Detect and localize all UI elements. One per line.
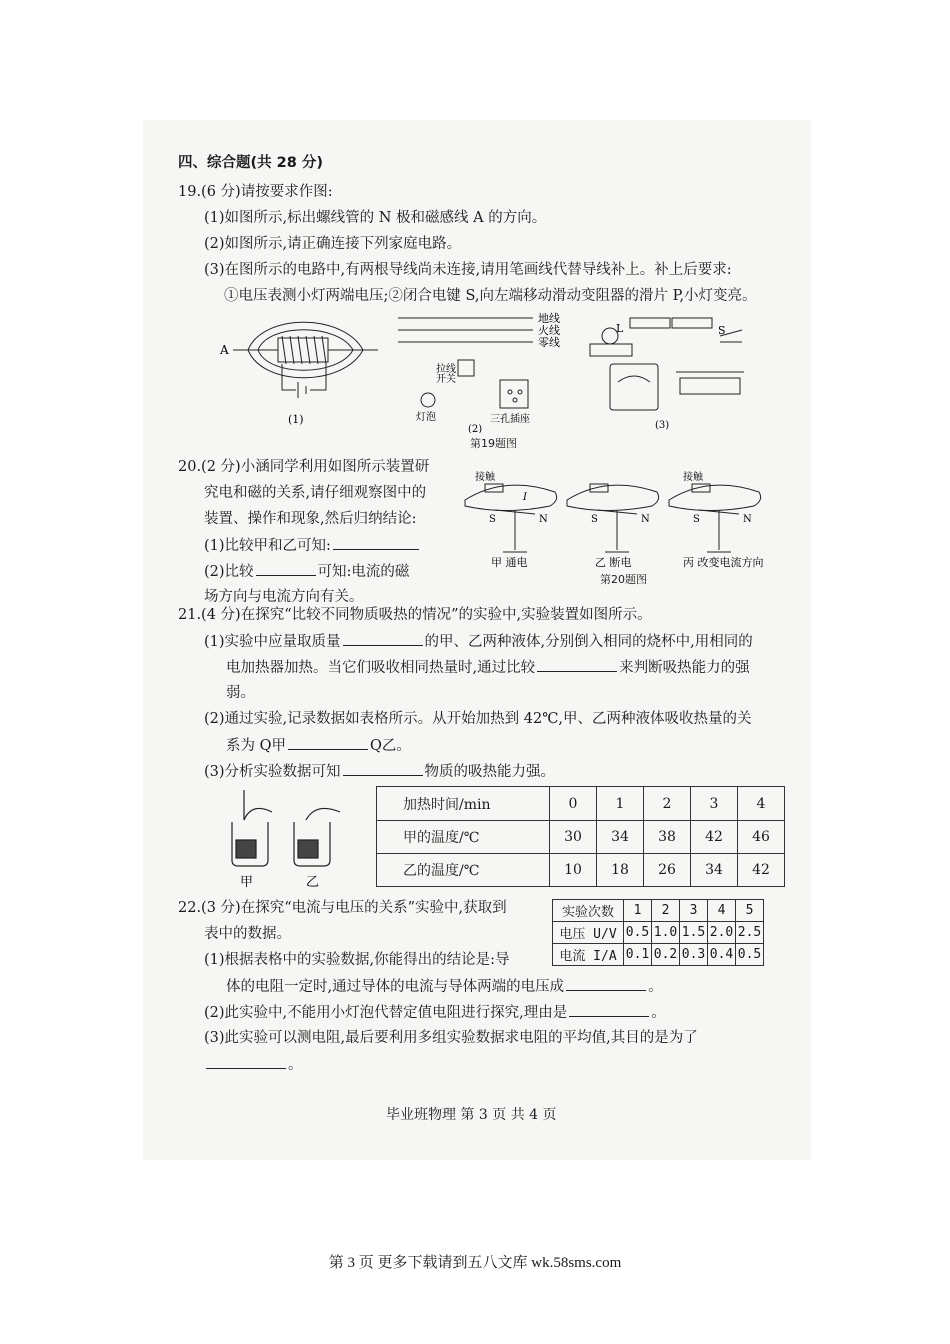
q21-blank4[interactable] xyxy=(343,761,423,776)
table-cell: 1.0 xyxy=(652,922,680,944)
south-label-1: S xyxy=(489,514,496,525)
q21-line6: 系为 Q甲 Q乙。 xyxy=(226,735,411,756)
caption-bing: 丙 改变电流方向 xyxy=(683,556,764,569)
current-label: I xyxy=(523,492,527,503)
section-header: 四、综合题(共 28 分) xyxy=(178,155,324,171)
table-cell: 26 xyxy=(644,854,691,887)
q22-blank2[interactable] xyxy=(569,1002,649,1017)
table-cell: 4 xyxy=(708,900,736,922)
heating-data-table xyxy=(376,786,785,887)
table-cell: 1.5 xyxy=(680,922,708,944)
table-cell: 38 xyxy=(644,821,691,854)
q22-line1: 22.(3 分)在探究“电流与电压的关系”实验中,获取到 xyxy=(178,900,507,916)
table-cell: 2 xyxy=(652,900,680,922)
table-cell: 乙的温度/℃ xyxy=(377,854,550,887)
table-cell: 18 xyxy=(597,854,644,887)
table-cell: 1 xyxy=(624,900,652,922)
q22-line4: 体的电阻一定时,通过导体的电流与导体两端的电压成 。 xyxy=(226,976,663,997)
north-label-3: N xyxy=(743,514,752,525)
q21-line5: (2)通过实验,记录数据如表格所示。从开始加热到 42℃,甲、乙两种液体吸收热量的关 xyxy=(204,711,752,727)
north-label-2: N xyxy=(641,514,650,525)
contact-label-3: 接触 xyxy=(683,472,703,483)
q21-blank2[interactable] xyxy=(537,657,617,672)
q22-blank1[interactable] xyxy=(566,976,646,991)
bulb-label: 灯泡 xyxy=(416,412,436,423)
table-row xyxy=(377,787,785,821)
q20-line5: (2)比较 可知:电流的磁 xyxy=(204,561,409,582)
table-cell: 加热时间/min xyxy=(377,787,550,821)
table-cell: 30 xyxy=(550,821,597,854)
fig3-lamp-label: L xyxy=(616,322,624,335)
beakers-figure xyxy=(222,790,362,890)
table-cell: 10 xyxy=(550,854,597,887)
q21-line7: (3)分析实验数据可知 物质的吸热能力强。 xyxy=(204,761,555,782)
q20-line6: 场方向与电流方向有关。 xyxy=(204,589,364,605)
fig3-caption: (3) xyxy=(655,420,670,431)
socket-label: 三孔插座 xyxy=(490,414,530,425)
table-cell: 2.5 xyxy=(736,922,764,944)
table-cell: 1 xyxy=(597,787,644,821)
q22-line3: (1)根据表格中的实验数据,你能得出的结论是:导 xyxy=(204,952,510,968)
caption-jia: 甲 通电 xyxy=(491,556,528,569)
fig2-caption: (2) xyxy=(468,424,483,433)
q21-blank1[interactable] xyxy=(343,631,423,646)
table-row xyxy=(553,900,764,922)
switch-label: 拉线 xyxy=(436,364,456,375)
q22-blank3[interactable] xyxy=(206,1054,286,1069)
q20-line4: (1)比较甲和乙可知: xyxy=(204,535,421,556)
table-cell: 0.3 xyxy=(680,944,708,966)
q22-line2: 表中的数据。 xyxy=(204,926,291,942)
lamp-circuit-figure xyxy=(580,312,755,432)
q21-blank3[interactable] xyxy=(288,735,368,750)
table-cell: 实验次数 xyxy=(553,900,624,922)
wire-live-label: 火线 xyxy=(538,324,560,337)
fig1-label-A: A xyxy=(220,343,229,357)
table-cell: 2 xyxy=(644,787,691,821)
table-cell: 0.2 xyxy=(652,944,680,966)
south-label-3: S xyxy=(693,514,700,525)
oersted-figure xyxy=(455,470,775,570)
q19-intro: 19.(6 分)请按要求作图: xyxy=(178,184,333,200)
q21-line1: 21.(4 分)在探究“比较不同物质吸热的情况”的实验中,实验装置如图所示。 xyxy=(178,607,652,623)
table-cell: 3 xyxy=(691,787,738,821)
q19-part1: (1)如图所示,标出螺线管的 N 极和磁感线 A 的方向。 xyxy=(204,210,547,226)
table-cell: 0.5 xyxy=(624,922,652,944)
table-cell: 电压 U/V xyxy=(553,922,624,944)
table-cell: 46 xyxy=(738,821,785,854)
table-cell: 5 xyxy=(736,900,764,922)
table-cell: 3 xyxy=(680,900,708,922)
q21-line4: 弱。 xyxy=(226,685,255,701)
south-label-2: S xyxy=(591,514,598,525)
table-row xyxy=(377,821,785,854)
q21-line2: (1)实验中应量取质量 的甲、乙两种液体,分别倒入相同的烧杯中,用相同的 xyxy=(204,631,753,652)
table-cell: 电流 I/A xyxy=(553,944,624,966)
table-cell: 34 xyxy=(597,821,644,854)
q19-part3-requirements: ①电压表测小灯两端电压;②闭合电键 S,向左端移动滑动变阻器的滑片 P,小灯变亮。 xyxy=(224,288,757,304)
beaker-yi-label: 乙 xyxy=(306,875,320,890)
fig1-caption: (1) xyxy=(288,413,304,426)
wire-neutral-label: 零线 xyxy=(538,336,560,349)
q20-figure-caption: 第20题图 xyxy=(600,573,647,586)
q20-blank2[interactable] xyxy=(256,561,316,576)
contact-label-1: 接触 xyxy=(475,472,495,483)
table-cell: 0.4 xyxy=(708,944,736,966)
fig3-switch-label: S xyxy=(718,324,726,337)
table-cell: 42 xyxy=(691,821,738,854)
table-row xyxy=(377,854,785,887)
table-cell: 42 xyxy=(738,854,785,887)
q20-line1: 20.(2 分)小涵同学利用如图所示装置研 xyxy=(178,459,430,475)
svg-text:开关: 开关 xyxy=(436,374,456,385)
north-label-1: N xyxy=(539,514,548,525)
beaker-jia-label: 甲 xyxy=(240,875,254,890)
q20-line2: 究电和磁的关系,请仔细观察图中的 xyxy=(204,485,427,501)
q22-line7: 。 xyxy=(204,1054,303,1075)
q22-line6: (3)此实验可以测电阻,最后要利用多组实验数据求电阻的平均值,其目的是为了 xyxy=(204,1030,698,1046)
household-circuit-figure xyxy=(398,308,573,433)
table-cell: 0 xyxy=(550,787,597,821)
q19-part3: (3)在图所示的电路中,有两根导线尚未连接,请用笔画线代替导线补上。补上后要求: xyxy=(204,262,732,278)
q19-part2: (2)如图所示,请正确连接下列家庭电路。 xyxy=(204,236,462,252)
q20-line3: 装置、操作和现象,然后归纳结论: xyxy=(204,511,417,527)
solenoid-figure xyxy=(218,318,388,428)
table-row xyxy=(553,922,764,944)
table-cell: 0.1 xyxy=(624,944,652,966)
q22-line5: (2)此实验中,不能用小灯泡代替定值电阻进行探究,理由是 。 xyxy=(204,1002,666,1023)
q21-line3: 电加热器加热。当它们吸收相同热量时,通过比较 来判断吸热能力的强 xyxy=(226,657,750,678)
table-row xyxy=(553,944,764,966)
q19-figure-caption: 第19题图 xyxy=(470,437,517,450)
table-cell: 0.5 xyxy=(736,944,764,966)
q20-blank1[interactable] xyxy=(333,535,419,550)
caption-yi: 乙 断电 xyxy=(595,556,632,569)
table-cell: 4 xyxy=(738,787,785,821)
bottom-download-note: 第 3 页 更多下载请到五八文库 wk.58sms.com xyxy=(328,1255,622,1271)
page-footer: 毕业班物理 第 3 页 共 4 页 xyxy=(386,1107,557,1123)
table-cell: 2.0 xyxy=(708,922,736,944)
table-cell: 34 xyxy=(691,854,738,887)
current-voltage-table xyxy=(552,899,764,966)
wire-ground-label: 地线 xyxy=(538,312,560,325)
table-cell: 甲的温度/℃ xyxy=(377,821,550,854)
